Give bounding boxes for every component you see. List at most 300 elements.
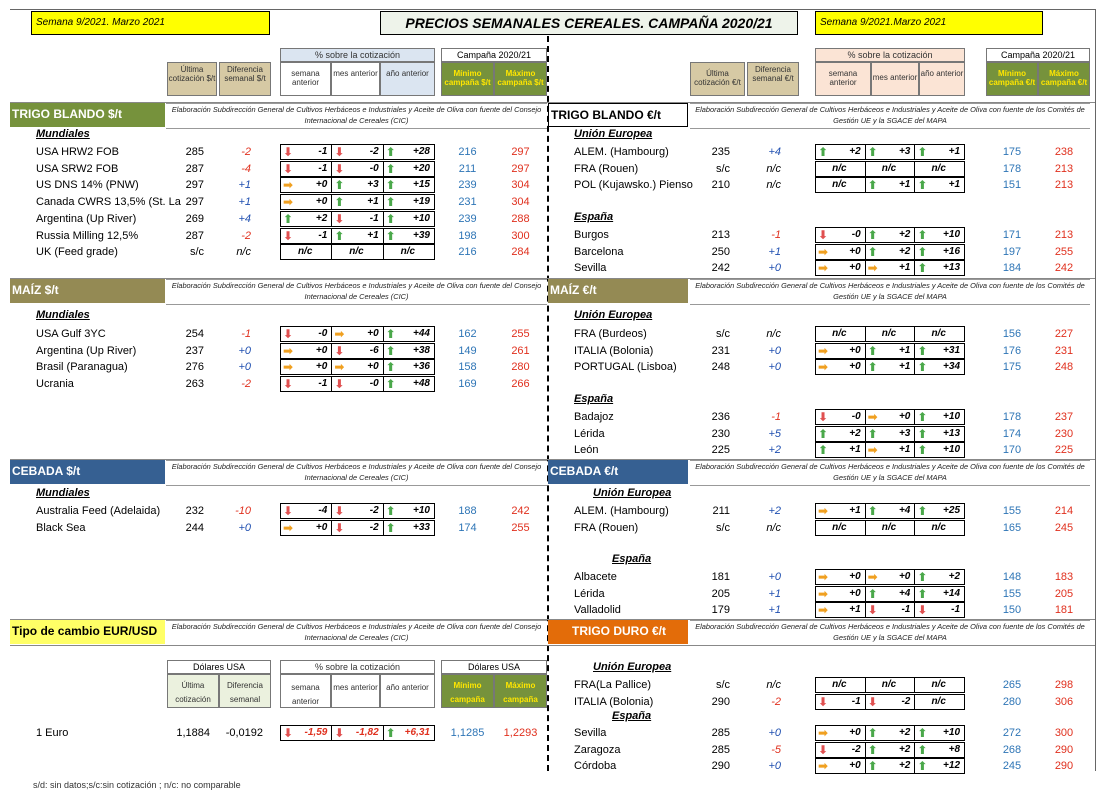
pct-cells [280, 211, 435, 227]
row-name: Sevilla [574, 262, 607, 275]
pct-cell: ⬇ -4 [281, 504, 332, 518]
row-name: Lérida [574, 587, 605, 600]
pct-cell: ⬆ +10 [385, 504, 430, 518]
subheader-mundiales: Mundiales [36, 487, 90, 499]
pct-cells [815, 244, 965, 260]
row-diff: +0 [768, 571, 781, 583]
pct-cells [815, 442, 965, 458]
row-diff: +2 [768, 444, 781, 457]
row-max: 213 [1054, 229, 1074, 241]
pct-cell: ⬆ +20 [385, 161, 430, 176]
arrow-down-icon: ⬇ [818, 228, 829, 242]
pct-cell: ⬆ +1 [816, 443, 866, 457]
row-diff: -2 [241, 229, 251, 242]
row-min: 239 [458, 179, 477, 192]
pct-cell: n/c [866, 678, 916, 692]
pct-cell: n/c [931, 679, 946, 690]
row-diff: n/c [766, 521, 781, 534]
pct-cell: ⬆ +13 [917, 261, 961, 276]
arrow-right-icon: ➡ [867, 570, 878, 584]
arrow-up-icon: ⬆ [867, 586, 878, 601]
arrow-up-icon: ⬆ [385, 520, 396, 535]
row-max: 304 [511, 179, 530, 192]
arrow-down-icon: ⬇ [283, 377, 294, 392]
arrow-up-icon: ⬆ [917, 759, 928, 774]
pct-cell: ⬇ -1 [332, 212, 383, 226]
row-max: 255 [511, 521, 530, 534]
pct-cell: ➡ +0 [816, 360, 866, 374]
row-min: 175 [1002, 146, 1022, 158]
row-diff: -5 [771, 743, 781, 756]
pct-cell: n/c [931, 695, 946, 707]
arrow-right-icon: ➡ [867, 261, 878, 276]
arrow-up-icon: ⬆ [385, 327, 396, 341]
arrow-right-icon: ➡ [818, 603, 829, 618]
pct-cells [815, 144, 965, 160]
pct-cell: n/c [332, 245, 383, 259]
pct-cell: ⬇ -0 [332, 377, 383, 391]
row-name: US DNS 14% (PNW) [36, 179, 139, 192]
row-diff: +0 [238, 521, 251, 534]
source-note: Elaboración Subdirección General de Cultivos Herbáceos e Industriales y Aceite de Oliva con fuente del Consejo Internacional de Cereales (CIC) [166, 620, 547, 646]
arrow-up-icon: ⬆ [867, 178, 878, 193]
row-diff: +4 [768, 146, 781, 158]
arrow-down-icon: ⬇ [283, 504, 294, 518]
arrow-right-icon: ➡ [334, 327, 345, 341]
arrow-up-icon: ⬆ [917, 343, 928, 358]
header-min-usd: Mínimo campaña $/t [441, 62, 494, 96]
row-name: Albacete [574, 571, 617, 583]
header-max-usd: Máximo campaña $/t [494, 62, 547, 96]
arrow-up-icon: ⬆ [917, 261, 928, 276]
subheader-espana: España [574, 211, 614, 223]
row-diff: +0 [768, 727, 781, 739]
pct-cell: ⬆ +1 [866, 360, 916, 374]
arrow-down-icon: ⬇ [867, 603, 878, 618]
row-max: 181 [1054, 604, 1074, 617]
row-price: 287 [185, 229, 204, 242]
page-title: PRECIOS SEMANALES CEREALES. CAMPAÑA 2020/21 [380, 11, 798, 35]
row-diff: -2 [771, 695, 781, 708]
arrow-up-icon: ⬆ [867, 759, 878, 774]
row-name: Burgos [574, 229, 609, 241]
section-cebada-usd: CEBADA $/t [10, 460, 165, 484]
row-name: ITALIA (Bolonia) [574, 344, 654, 357]
pct-cell: ⬇ -0 [816, 228, 866, 242]
pct-cell: ⬆ +1 [866, 178, 916, 192]
cambio-anio-header: año anterior [380, 674, 435, 708]
arrow-down-icon: ⬇ [283, 228, 294, 243]
row-diff: +5 [768, 427, 781, 440]
pct-cell: ➡ +0 [816, 245, 866, 259]
row-name: ITALIA (Bolonia) [574, 695, 654, 708]
pct-cells [815, 426, 965, 442]
pct-cell: ⬆ +12 [917, 759, 961, 774]
row-min: 178 [1002, 411, 1022, 423]
row-price: 250 [711, 245, 730, 258]
row-diff: -1 [771, 411, 781, 423]
pct-cell: ⬆ +3 [866, 145, 916, 159]
row-min: 158 [458, 361, 477, 374]
pct-cells [815, 177, 965, 193]
header-max-eur: Máximo campaña €/t [1038, 62, 1090, 96]
row-min: 197 [1002, 245, 1022, 258]
footer-legend: s/d: sin datos;s/c:sin cotización ; n/c: no comparable [33, 780, 241, 790]
arrow-up-icon: ⬆ [385, 211, 396, 226]
arrow-up-icon: ⬆ [818, 145, 829, 159]
row-price: 297 [185, 179, 204, 192]
pct-cell: ⬆ +10 [917, 228, 961, 242]
pct-cells [280, 244, 435, 260]
arrow-right-icon: ➡ [818, 759, 829, 774]
pct-cells [815, 520, 965, 536]
arrow-right-icon: ➡ [283, 520, 294, 535]
arrow-down-icon: ⬇ [334, 726, 345, 740]
source-note: Elaboración Subdirección General de Cultivos Herbáceos e Industriales y Aceite de Oliva con fuente de los Comités de Gestión UE y la SGACE del MAPA [690, 279, 1090, 305]
arrow-down-icon: ⬇ [334, 504, 345, 518]
arrow-right-icon: ➡ [818, 570, 829, 584]
row-diff: +0 [768, 760, 781, 773]
pct-cell: ➡ +0 [816, 587, 866, 601]
pct-cell: ➡ +0 [816, 261, 866, 275]
row-diff: +0 [768, 344, 781, 357]
row-name: ALEM. (Hambourg) [574, 505, 669, 517]
row-max: 227 [1054, 328, 1074, 340]
pct-cell: ⬆ +15 [385, 178, 430, 193]
source-note: Elaboración Subdirección General de Cultivos Herbáceos e Industriales y Aceite de Oliva con fuente de los Comités de Gestión UE y la SGACE del MAPA [690, 460, 1090, 486]
pct-cell: ➡ +1 [816, 603, 866, 617]
row-price: 269 [185, 212, 204, 225]
row-diff: +4 [238, 212, 251, 225]
row-min: 216 [458, 246, 477, 259]
cambio-diff: -0,0192 [225, 727, 263, 739]
pct-cells [815, 227, 965, 243]
row-price: 297 [185, 196, 204, 209]
row-name: PORTUGAL (Lisboa) [574, 361, 677, 374]
pct-cell: n/c [816, 521, 866, 535]
pct-cell: ⬇ -0 [816, 410, 866, 424]
pct-cell: ➡ +0 [866, 410, 916, 424]
arrow-up-icon: ⬆ [917, 426, 928, 441]
subheader-mundiales: Mundiales [36, 309, 90, 321]
row-max: 300 [1054, 727, 1074, 739]
pct-cell: ⬆ +16 [917, 244, 961, 259]
subheader-ue: Unión Europea [574, 309, 653, 321]
row-diff: +1 [238, 196, 251, 209]
pct-cell: ⬆ +2 [866, 759, 916, 773]
pct-cell: ⬆ +10 [385, 211, 430, 226]
pct-cells [280, 144, 435, 160]
row-min: 188 [458, 505, 477, 517]
cambio-pct-cells [280, 725, 435, 741]
pct-cell: n/c [866, 521, 916, 535]
row-diff: -1 [771, 229, 781, 241]
pct-cell: ⬇ -6 [332, 344, 383, 358]
row-max: 290 [1054, 743, 1074, 756]
row-name: USA SRW2 FOB [36, 162, 119, 175]
pct-cells [815, 758, 965, 774]
row-min: 150 [1002, 604, 1022, 617]
row-max: 242 [1054, 262, 1074, 275]
pct-cell: ⬇ -2 [866, 695, 916, 709]
pct-cell: n/c [931, 328, 946, 339]
arrow-right-icon: ➡ [818, 244, 829, 259]
week-label-right: Semana 9/2021.Marzo 2021 [815, 11, 1043, 35]
arrow-up-icon: ⬆ [334, 228, 345, 243]
pct-cell: ⬆ +34 [917, 360, 961, 375]
pct-cells [815, 409, 965, 425]
section-cambio: Tipo de cambio EUR/USD [10, 620, 165, 644]
arrow-up-icon: ⬆ [385, 360, 396, 375]
row-max: 248 [1054, 361, 1074, 374]
arrow-right-icon: ➡ [818, 343, 829, 358]
pct-cell: ➡ +0 [281, 344, 332, 358]
pct-cell: ⬆ +1 [917, 145, 961, 159]
header-pct-left: % sobre la cotización [280, 48, 435, 62]
row-max: 266 [511, 378, 530, 391]
section-cebada-eur: CEBADA €/t [548, 460, 688, 484]
pct-cell: n/c [281, 245, 332, 259]
source-note: Elaboración Subdirección General de Cultivos Herbáceos e Industriales y Aceite de Oliva con fuente del Consejo Internacional de Cereales (CIC) [166, 103, 547, 129]
row-min: 178 [1002, 162, 1022, 175]
cambio-usd-header-2: Dólares USA [441, 660, 547, 674]
pct-cell: ⬆ +25 [917, 504, 961, 518]
header-min-eur: Mínimo campaña €/t [986, 62, 1038, 96]
pct-cell: ➡ +1 [866, 443, 916, 457]
pct-cell: ⬇ -1 [281, 145, 332, 159]
pct-cell: ➡ +0 [281, 521, 332, 535]
pct-cell: ➡ +0 [281, 360, 332, 374]
subheader-ue: Unión Europea [593, 487, 672, 499]
row-max: 237 [1054, 411, 1074, 423]
pct-cell: ⬆ +2 [281, 212, 332, 226]
header-mes-left: mes anterior [331, 62, 380, 96]
arrow-up-icon: ⬆ [385, 178, 396, 193]
row-price: 230 [711, 427, 730, 440]
pct-cell: ⬆ +44 [385, 327, 430, 341]
row-name: UK (Feed grade) [36, 246, 118, 259]
arrow-right-icon: ➡ [818, 360, 829, 375]
row-diff: +2 [768, 505, 781, 517]
pct-cell: ⬆ +2 [816, 427, 866, 441]
arrow-up-icon: ⬆ [867, 343, 878, 358]
arrow-up-icon: ⬆ [385, 161, 396, 176]
row-max: 297 [511, 146, 530, 158]
pct-cells [280, 326, 435, 342]
arrow-down-icon: ⬇ [818, 694, 829, 709]
row-price: 242 [711, 262, 730, 275]
row-price: 285 [185, 146, 204, 158]
arrow-up-icon: ⬆ [385, 726, 396, 740]
pct-cells [280, 343, 435, 359]
row-max: 306 [1054, 695, 1074, 708]
row-max: 255 [511, 328, 530, 340]
row-min: 174 [1002, 427, 1022, 440]
arrow-up-icon: ⬆ [385, 145, 396, 159]
row-min: 162 [458, 328, 477, 340]
header-pct-right: % sobre la cotización [815, 48, 965, 62]
row-min: 231 [458, 196, 477, 209]
pct-cell: ⬆ +33 [385, 520, 430, 535]
pct-cells [280, 228, 435, 244]
row-price: 232 [185, 505, 204, 517]
arrow-up-icon: ⬆ [334, 178, 345, 193]
row-min: 155 [1002, 587, 1022, 600]
pct-cell: n/c [816, 178, 866, 192]
row-min: 148 [1002, 571, 1022, 583]
arrow-down-icon: ⬇ [917, 603, 928, 618]
row-name: Barcelona [574, 245, 624, 258]
arrow-right-icon: ➡ [283, 178, 294, 193]
pct-cells [280, 503, 435, 519]
row-price: 225 [711, 444, 730, 457]
pct-cell: ⬆ +4 [866, 504, 916, 518]
row-price: 285 [711, 743, 730, 756]
subheader-espana: España [612, 710, 652, 722]
row-name: ALEM. (Hambourg) [574, 146, 669, 158]
arrow-down-icon: ⬇ [334, 343, 345, 358]
row-diff: +1 [768, 604, 781, 617]
arrow-up-icon: ⬆ [385, 504, 396, 518]
arrow-up-icon: ⬆ [283, 211, 294, 226]
row-max: 300 [511, 229, 530, 242]
row-max: 213 [1054, 179, 1074, 192]
row-max: 298 [1054, 679, 1074, 691]
header-ultima-eur: Última cotización €/t [690, 62, 745, 96]
pct-cells [280, 359, 435, 375]
arrow-up-icon: ⬆ [917, 504, 928, 518]
row-price: 181 [711, 571, 730, 583]
row-price: 287 [185, 162, 204, 175]
arrow-down-icon: ⬇ [818, 742, 829, 757]
pct-cells [815, 677, 965, 693]
row-price: 205 [711, 587, 730, 600]
arrow-up-icon: ⬆ [867, 426, 878, 441]
row-diff: n/c [766, 679, 781, 691]
row-diff: -2 [241, 378, 251, 391]
row-name: Zaragoza [574, 743, 621, 756]
arrow-right-icon: ➡ [867, 410, 878, 424]
cambio-min: 1,1285 [450, 727, 485, 739]
row-price: 210 [711, 179, 730, 192]
arrow-down-icon: ⬇ [283, 327, 294, 341]
row-name: USA Gulf 3YC [36, 328, 106, 340]
section-trigo-usd: TRIGO BLANDO $/t [10, 103, 165, 127]
pct-cells [815, 725, 965, 741]
pct-cells [815, 161, 965, 177]
row-min: 170 [1002, 444, 1022, 457]
row-min: 169 [458, 378, 477, 391]
subheader-ue: Unión Europea [593, 661, 672, 673]
pct-cell: ➡ +1 [866, 261, 916, 275]
row-name: FRA (Burdeos) [574, 328, 647, 340]
row-name: USA HRW2 FOB [36, 146, 119, 158]
pct-cell: n/c [931, 521, 946, 533]
row-diff: -2 [241, 146, 251, 158]
header-anio-right: año anterior [919, 62, 965, 96]
row-min: 171 [1002, 229, 1022, 241]
section-maiz-eur: MAÍZ €/t [548, 279, 688, 303]
pct-cells [815, 359, 965, 375]
row-price: s/c [715, 679, 730, 691]
row-name: FRA (Rouen) [574, 162, 639, 175]
row-max: 213 [1054, 162, 1074, 175]
row-price: 211 [712, 505, 730, 517]
row-max: 284 [511, 246, 530, 259]
arrow-up-icon: ⬆ [917, 228, 928, 242]
header-mes-right: mes anterior [871, 62, 919, 96]
pct-cells [280, 177, 435, 193]
row-min: 280 [1002, 695, 1022, 708]
header-semana-right: semana anterior [815, 62, 871, 96]
pct-cell: ➡ +0 [816, 344, 866, 358]
row-min: 211 [458, 162, 477, 175]
row-max: 231 [1054, 344, 1074, 357]
pct-cell: n/c [816, 162, 866, 176]
pct-cell: ⬆ +8 [917, 742, 961, 757]
row-max: 255 [1054, 245, 1074, 258]
arrow-up-icon: ⬆ [818, 443, 829, 458]
row-name: Badajoz [574, 411, 614, 423]
row-name: Argentina (Up River) [36, 344, 137, 357]
source-note: Elaboración Subdirección General de Cultivos Herbáceos e Industriales y Aceite de Oliva con fuente de los Comités de Gestión UE y la SGACE del MAPA [690, 103, 1090, 129]
row-name: Córdoba [574, 760, 617, 773]
arrow-up-icon: ⬆ [385, 195, 396, 210]
arrow-down-icon: ⬇ [334, 211, 345, 226]
pct-cells [815, 742, 965, 758]
row-min: 216 [458, 146, 477, 158]
row-diff: +0 [238, 344, 251, 357]
arrow-right-icon: ➡ [818, 586, 829, 601]
row-price: 290 [711, 760, 730, 773]
pct-cell: ➡ +0 [816, 726, 866, 740]
pct-cell: ⬇ -1,59 [281, 726, 332, 740]
pct-cells [280, 161, 435, 177]
row-price: 254 [185, 328, 204, 340]
row-min: 239 [458, 212, 477, 225]
pct-cells [815, 503, 965, 519]
pct-cell: ⬆ +2 [866, 726, 916, 740]
pct-cells [815, 602, 965, 618]
row-min: 149 [458, 344, 477, 357]
cambio-min-header: Mínimo campaña [441, 674, 494, 708]
pct-cell: ➡ +0 [332, 327, 383, 341]
arrow-up-icon: ⬆ [917, 360, 928, 375]
pct-cell: ⬆ +38 [385, 343, 430, 358]
pct-cell: n/c [816, 327, 866, 341]
row-diff: n/c [766, 179, 781, 192]
source-note: Elaboración Subdirección General de Cultivos Herbáceos e Industriales y Aceite de Oliva con fuente de los Comités de Gestión UE y la SGACE del MAPA [690, 620, 1090, 646]
arrow-right-icon: ➡ [818, 726, 829, 740]
arrow-up-icon: ⬆ [917, 178, 928, 193]
arrow-up-icon: ⬆ [917, 726, 928, 740]
arrow-up-icon: ⬆ [917, 145, 928, 159]
pct-cell: ⬆ +3 [866, 427, 916, 441]
pct-cell: ➡ +0 [281, 178, 332, 192]
pct-cell: ⬇ -1,82 [332, 726, 383, 740]
row-diff: n/c [766, 162, 781, 175]
row-name: Black Sea [36, 521, 86, 534]
row-price: s/c [715, 328, 730, 340]
arrow-down-icon: ⬇ [334, 520, 345, 535]
row-price: 237 [185, 344, 204, 357]
pct-cells [280, 376, 435, 392]
row-diff: +1 [768, 245, 781, 258]
row-diff: -1 [241, 328, 251, 340]
row-max: 238 [1054, 146, 1074, 158]
arrow-down-icon: ⬇ [334, 377, 345, 392]
arrow-right-icon: ➡ [283, 343, 294, 358]
